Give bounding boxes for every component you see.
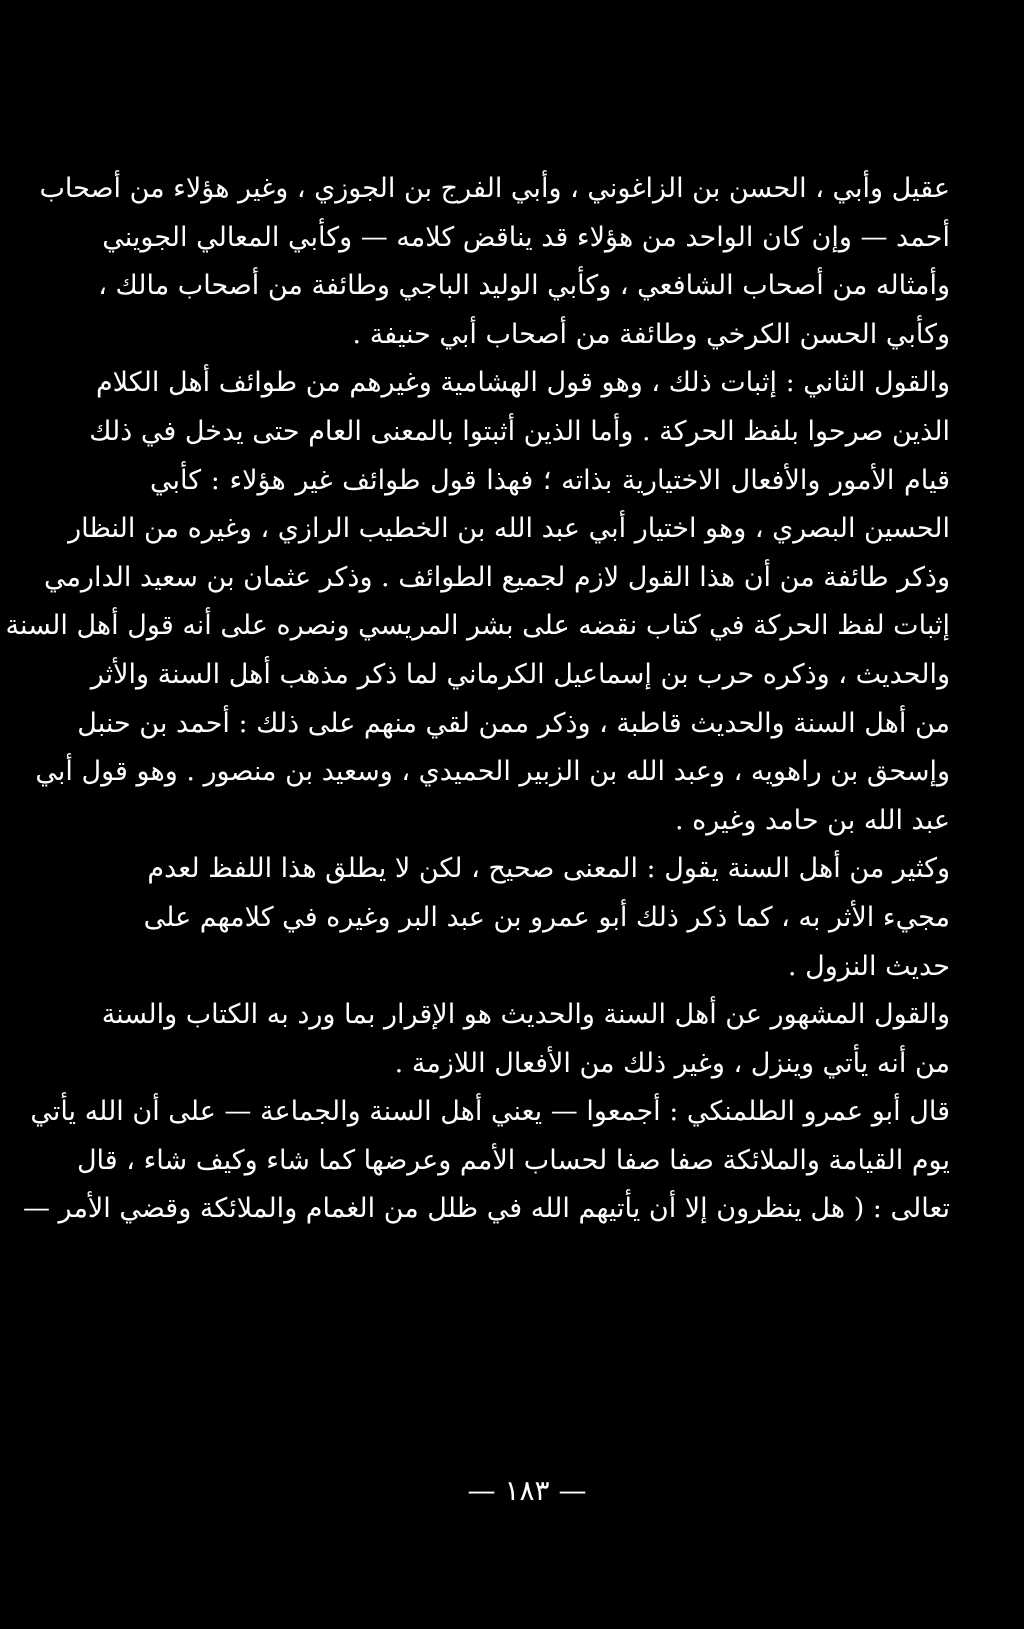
text-line: من أهل السنة والحديث قاطبة ، وذكر ممن لقي منهم على ذلك : أحمد بن حنبل bbox=[77, 707, 950, 739]
text-line: إثبات لفظ الحركة في كتاب نقضه على بشر المريسي ونصره على أنه قول أهل السنة bbox=[5, 610, 950, 642]
text-line: عقيل وأبي ، الحسن بن الزاغوني ، وأبي الفرج بن الجوزي ، وغير هؤلاء من أصحاب bbox=[39, 173, 950, 204]
text-line: يوم القيامة والملائكة صفا صفا لحساب الأمم وعرضها كما شاء وكيف شاء ، قال bbox=[76, 1144, 950, 1176]
text-line: وكثير من أهل السنة يقول : المعنى صحيح ، لكن لا يطلق هذا اللفظ لعدم bbox=[147, 853, 950, 885]
text-line: حديث النزول . bbox=[787, 950, 950, 982]
text-line: مجيء الأثر به ، كما ذكر ذلك أبو عمرو بن عبد البر وغيره في كلامهم على bbox=[143, 901, 950, 933]
text-line: أحمد — وإن كان الواحد من هؤلاء قد يناقض كلامه — وكأبي المعالي الجويني bbox=[102, 221, 950, 253]
text-line: من أنه يأتي وينزل ، وغير ذلك من الأفعال اللازمة . bbox=[394, 1047, 950, 1079]
text-line: قال أبو عمرو الطلمنكي : أجمعوا — يعني أهل السنة والجماعة — على أن الله يأتي bbox=[30, 1096, 950, 1128]
main-text bbox=[5, 165, 950, 1234]
text-line: عبد الله بن حامد وغيره . bbox=[674, 804, 950, 836]
text-line: وإسحق بن راهويه ، وعبد الله بن الزبير الحميدي ، وسعيد بن منصور . وهو قول أبي bbox=[35, 756, 950, 788]
text-line: قيام الأمور والأفعال الاختيارية بذاته ؛ فهذا قول طوائف غير هؤلاء : كأبي bbox=[150, 464, 950, 496]
text-line: والقول المشهور عن أهل السنة والحديث هو الإقرار بما ورد به الكتاب والسنة bbox=[101, 999, 950, 1031]
text-line: وأمثاله من أصحاب الشافعي ، وكأبي الوليد الباجي وطائفة من أصحاب مالك ، bbox=[98, 270, 950, 302]
text-line: وذكر طائفة من أن هذا القول لازم لجميع الطوائف . وذكر عثمان بن سعيد الدارمي bbox=[43, 561, 950, 593]
text-line: الحسين البصري ، وهو اختيار أبي عبد الله بن الخطيب الرازي ، وغيره من النظار bbox=[68, 513, 950, 545]
text-line: وكأبي الحسن الكرخي وطائفة من أصحاب أبي حنيفة . bbox=[352, 318, 950, 350]
text-line: والحديث ، وذكره حرب بن إسماعيل الكرماني لما ذكر مذهب أهل السنة والأثر bbox=[90, 658, 950, 690]
text-line: الذين صرحوا بلفظ الحركة . وأما الذين أثبتوا بالمعنى العام حتى يدخل في ذلك bbox=[89, 415, 950, 447]
page-number: — ١٨٣ — bbox=[467, 1474, 587, 1507]
text-line: والقول الثاني : إثبات ذلك ، وهو قول الهشامية وغيرهم من طوائف أهل الكلام bbox=[95, 367, 950, 399]
text-line: تعالى : ( هل ينظرون إلا أن يأتيهم الله في ظلل من الغمام والملائكة وقضي الأمر — bbox=[22, 1193, 950, 1225]
